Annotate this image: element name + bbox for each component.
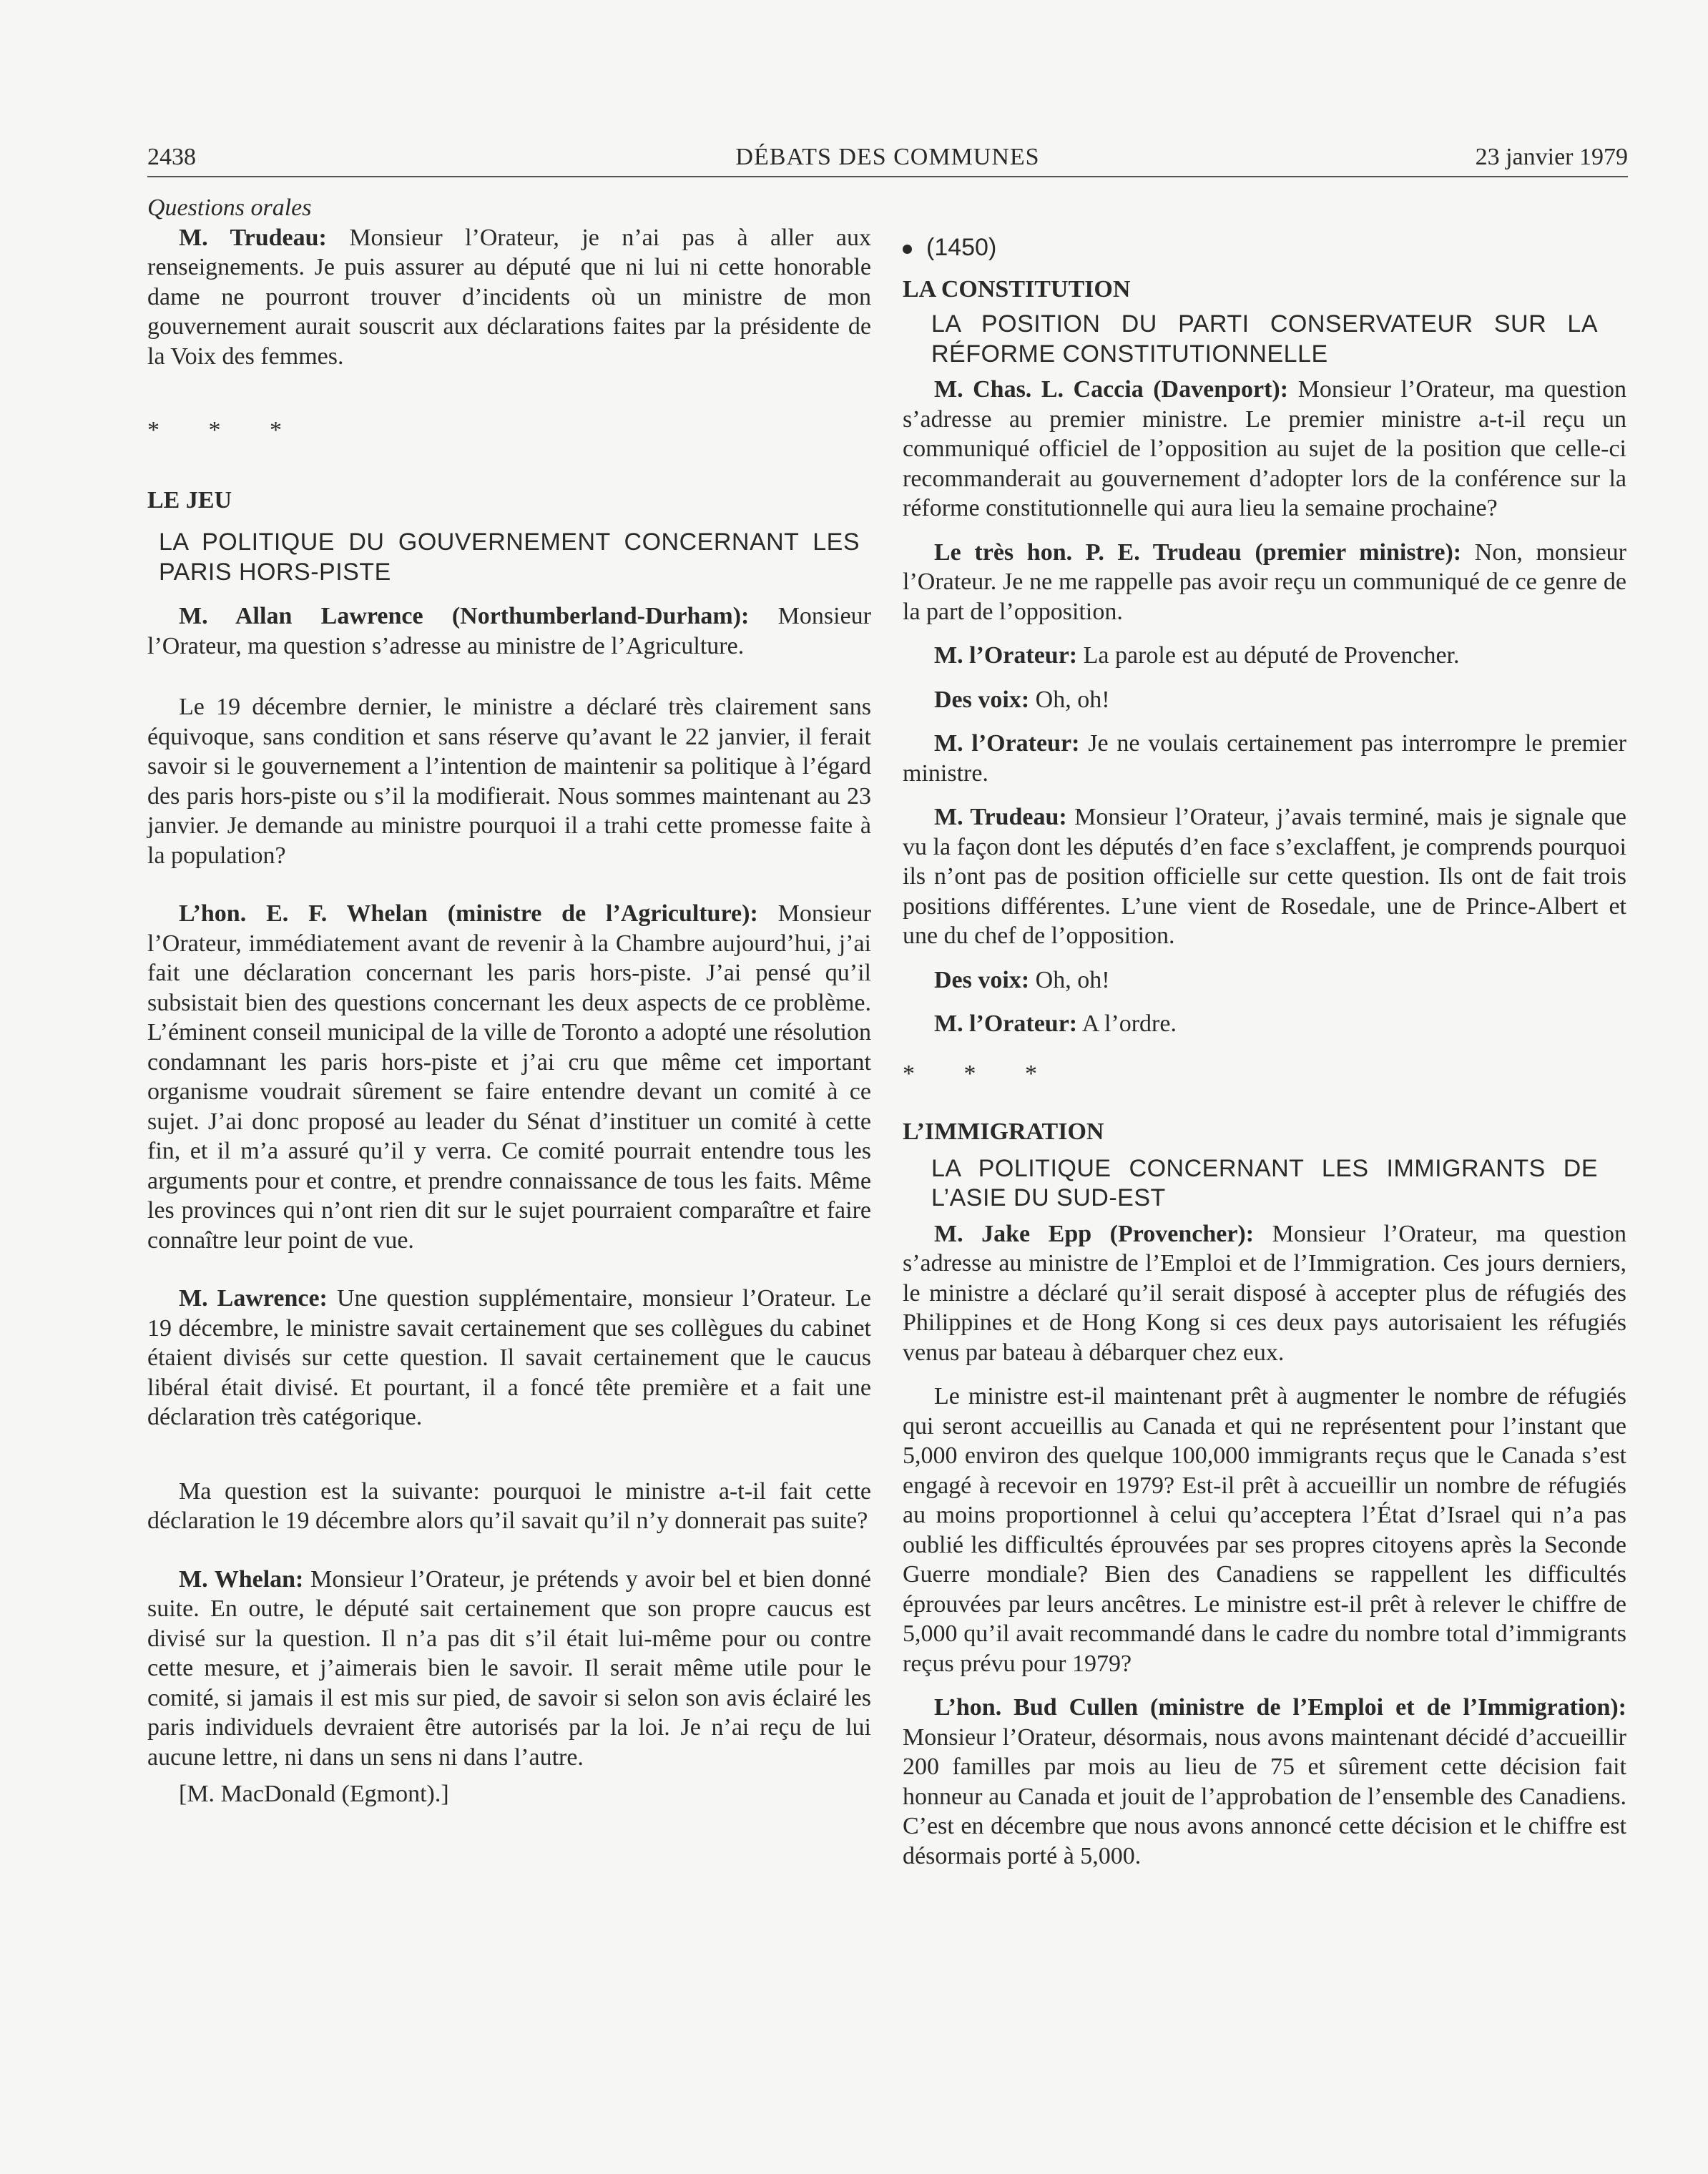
- speech-epp: [903, 1219, 1626, 1368]
- speaker-name: M. Lawrence:: [179, 1285, 328, 1312]
- time-marker-label: (1450): [926, 234, 997, 261]
- margin-note: [M. MacDonald (Egmont).]: [179, 1781, 449, 1807]
- speech-whelan-1: [147, 899, 871, 1255]
- speech-text: Monsieur l’Orateur, ma question s’adresse au ministre de l’Agriculture.: [147, 603, 872, 659]
- speaker-name: M. l’Orateur:: [934, 730, 1080, 757]
- section-divider: * * *: [147, 417, 303, 443]
- page-date: 23 janvier 1979: [1475, 144, 1628, 170]
- speech-text: Monsieur l’Orateur, immédiatement avant de revenir à la Chambre aujourd’hui, j’ai fait une déclaration concernant les paris hors-piste. J’ai pensé qu’il subsistait bien des questions concernant les deux aspects de ce problème. L’éminent conseil municipal de la ville de Toronto a adopté une résolution condamnant les paris hors-piste et j’ai cru que même cet important organisme voudrait sûrement se faire entendre devant un comité à ce sujet. J’ai donc proposé au leader du Sénat d’instituer un comité à cette fin, et il m’a assuré qu’il y verra. Ce comité pourrait entendre tous les arguments pour et contre, et prendre connaissance de tous les faits. Même les provinces qui n’ont rien dit sur le sujet pourraient comparaître et faire connaître leur point de vue.: [147, 900, 871, 1254]
- section-subtitle: LA POLITIQUE DU GOUVERNEMENT CONCERNANT LES PARIS HORS-PISTE: [159, 528, 860, 586]
- speech-text: Une question supplémentaire, monsieur l’Orateur. Le 19 décembre, le ministre savait certainement que ses collègues du cabinet étaient divisés sur cette question. Il savait certainement que le caucus libéral était divisé. Et pourtant, il a foncé tête première et a fait une déclaration très catégorique.: [147, 1285, 871, 1430]
- speaker-name: M. Allan Lawrence (Northumberland-Durham):: [179, 603, 750, 629]
- time-marker: [903, 233, 1626, 263]
- speaker-name: L’hon. Bud Cullen (ministre de l’Emploi et de l’Immigration):: [934, 1694, 1626, 1721]
- page-header: [147, 140, 1628, 177]
- speech-lawrence-2: Le 19 décembre dernier, le ministre a déclaré très clairement sans équivoque, sans condition et sans réserve qu’avant le 22 janvier, il ferait savoir si le gouvernement a l’intention de maintenir sa politique à l’égard des paris hors-piste ou s’il la modifierait. Nous sommes maintenant au 23 janvier. Je demande au ministre pourquoi il a trahi cette promesse faite à la population?: [147, 694, 871, 869]
- bullet-dot-icon: [903, 245, 912, 254]
- speech-text: Monsieur l’Orateur, ma question s’adresse au premier ministre. Le premier ministre a-t-il reçu un communiqué officiel de l’opposition au sujet de la position que celle-ci recommanderait au gouvernement d’adopter lors de la conférence sur la réforme constitutionnelle qui aura lieu la semaine prochaine?: [903, 376, 1626, 521]
- publication-title: DÉBATS DES COMMUNES: [735, 144, 1040, 170]
- speech-speaker-1: [903, 641, 1626, 671]
- speech-text: Je ne voulais certainement pas interrompre le premier ministre.: [903, 730, 1626, 787]
- speaker-name: M. Jake Epp (Provencher):: [934, 1220, 1255, 1247]
- section-subtitle: LA POLITIQUE CONCERNANT LES IMMIGRANTS DE L’ASIE DU SUD-EST: [931, 1154, 1598, 1211]
- speech-text: Non, monsieur l’Orateur. Je ne me rappelle pas avoir reçu un communiqué de ce genre de la part de l’opposition.: [903, 538, 1627, 625]
- left-column: [147, 193, 871, 1809]
- speech-voices-2: [903, 965, 1626, 995]
- speech-lawrence-3: [147, 1284, 871, 1432]
- speaker-name: Le très hon. P. E. Trudeau (premier ministre):: [934, 538, 1462, 566]
- speech-trudeau-1: [147, 223, 871, 372]
- speaker-name: L’hon. E. F. Whelan (ministre de l’Agriculture):: [179, 900, 758, 927]
- speech-text: La parole est au député de Provencher.: [1077, 642, 1460, 669]
- speaker-name: M. Trudeau:: [179, 224, 327, 251]
- speech-text: A l’ordre.: [1077, 1010, 1177, 1037]
- speech-voices-1: [903, 685, 1626, 715]
- speech-lawrence-1: [147, 601, 871, 661]
- section-title: L’IMMIGRATION: [903, 1118, 1104, 1145]
- speech-text: Oh, oh!: [1029, 686, 1110, 713]
- speaker-name: M. Whelan:: [179, 1565, 304, 1593]
- running-subtitle: Questions orales: [147, 195, 312, 221]
- speech-text: Oh, oh!: [1029, 966, 1110, 993]
- section-subtitle: LA POSITION DU PARTI CONSERVATEUR SUR LA RÉFORME CONSTITUTIONNELLE: [931, 310, 1598, 368]
- speaker-name: Des voix:: [934, 686, 1030, 713]
- speech-caccia: [903, 375, 1626, 523]
- speaker-name: Des voix:: [934, 966, 1030, 993]
- right-column: [903, 193, 1626, 1871]
- speech-whelan-2: [147, 1565, 871, 1773]
- speech-trudeau-3: [903, 802, 1626, 951]
- speaker-name: M. Chas. L. Caccia (Davenport):: [934, 376, 1289, 403]
- speaker-name: M. l’Orateur:: [934, 1010, 1078, 1037]
- speech-text: Monsieur l’Orateur, je n’ai pas à aller aux renseignements. Je puis assurer au député que ni lui ni cette honorable dame ne pourront trouver d’incidents où un ministre de mon gouvernement aurait souscrit aux déclarations faites par la présidente de la Voix des femmes.: [147, 224, 871, 370]
- speech-trudeau-2: [903, 538, 1626, 627]
- speech-lawrence-4: Ma question est la suivante: pourquoi le ministre a-t-il fait cette déclaration le 19 décembre alors qu’il savait qu’il n’y donnerait pas suite?: [147, 1477, 871, 1534]
- speaker-name: M. l’Orateur:: [934, 642, 1078, 669]
- speech-text: Monsieur l’Orateur, j’avais terminé, mais je signale que vu la façon dont les députés d’en face s’exclaffent, je comprends pourquoi ils n’ont pas de position officielle sur cette question. Ils ont de fait trois positions différentes. L’une vient de Rosedale, une de Prince-Albert et une du chef de l’opposition.: [903, 804, 1626, 949]
- section-title: LE JEU: [147, 486, 232, 513]
- section-divider: * * *: [903, 1060, 1059, 1087]
- speech-cullen: [903, 1693, 1626, 1871]
- speech-text: Monsieur l’Orateur, ma question s’adresse au ministre de l’Emploi et de l’Immigration. Ces jours derniers, le ministre a déclaré qu’il serait disposé à accepter plus de réfugiés des Philippines et de Hong Kong si ces deux pays autorisaient les réfugiés venus par bateau à débarquer chez eux.: [903, 1220, 1627, 1366]
- speech-speaker-2: [903, 729, 1626, 788]
- speech-text: Monsieur l’Orateur, désormais, nous avons maintenant décidé d’accueillir 200 familles par mois au lieu de 75 et sûrement cette décision fait honneur au Canada et jouit de l’approbation de l’ensemble des Canadiens. C’est en décembre que nous avons annoncé cette décision et le chiffre est désormais porté à 5,000.: [903, 1723, 1626, 1869]
- speaker-name: M. Trudeau:: [934, 804, 1067, 830]
- speech-text: Monsieur l’Orateur, je prétends y avoir bel et bien donné suite. En outre, le député sait certainement que son propre caucus est divisé sur la question. Il n’a pas dit s’il était lui-même pour ou contre cette mesure, et j’aimerais bien le savoir. Il serait même utile pour le comité, si jamais il est mis sur pied, de savoir si selon son avis éclairé les paris individuels devraient être autorisés par la loi. Je n’ai reçu de lui aucune lettre, ni dans un sens ni dans l’autre.: [147, 1565, 871, 1771]
- page-number: 2438: [147, 144, 196, 170]
- section-title: LA CONSTITUTION: [903, 275, 1131, 303]
- speech-speaker-3: [903, 1009, 1626, 1039]
- speech-epp-2: Le ministre est-il maintenant prêt à augmenter le nombre de réfugiés qui seront accueillis au Canada et qui ne représentent pour l’instant que 5,000 environ des quelque 100,000 immigrants reçus que le Canada s’est engagé à recevoir en 1979? Est-il prêt à accueillir un nombre de réfugiés au moins proportionnel à celui qu’acceptera l’État d’Israel qui n’a pas oublié les difficultés éprouvées par ses propres citoyens après la Seconde Guerre mondiale? Bien des Canadiens se rappellent les difficultés éprouvées par leurs ancêtres. Le ministre est-il prêt à relever le chiffre de 5,000 qu’il avait recommandé dans le cadre du nombre total d’immigrants reçus prévu pour 1979?: [903, 1383, 1626, 1677]
